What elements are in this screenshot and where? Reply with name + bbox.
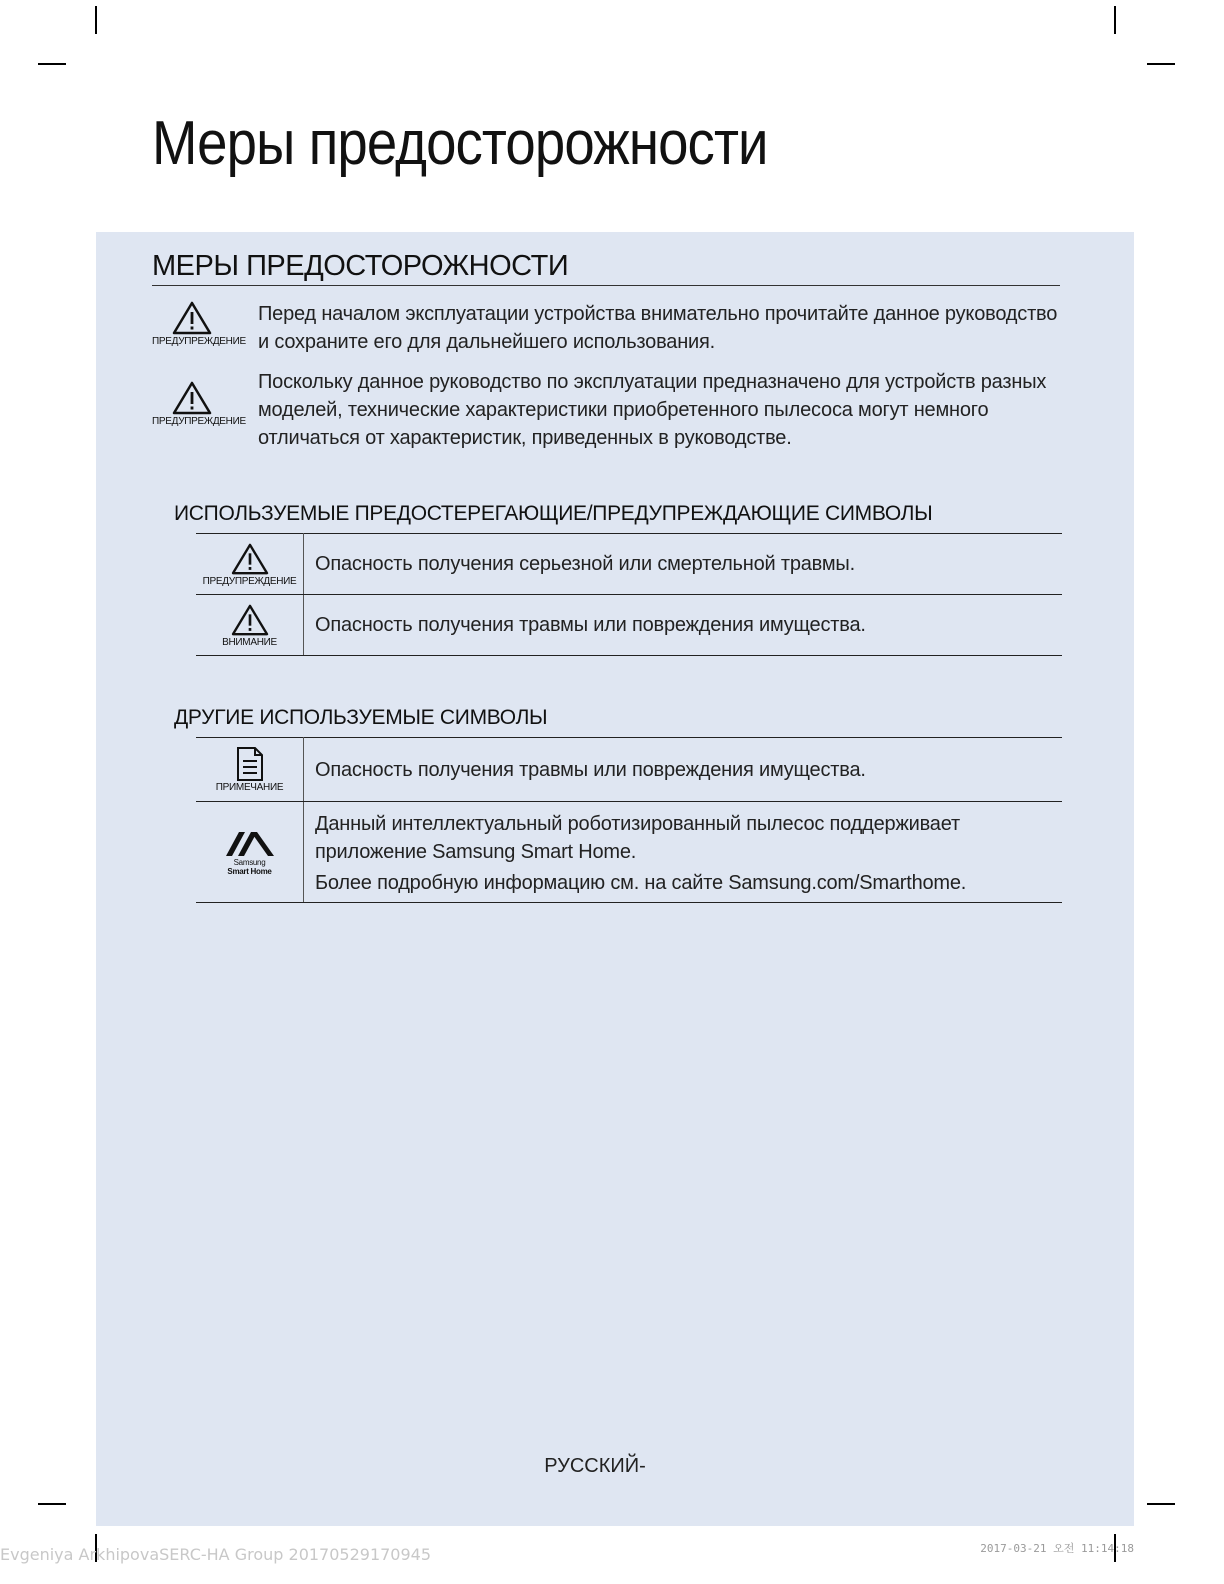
icon-cell	[196, 534, 304, 595]
section-heading: МЕРЫ ПРЕДОСТОРОЖНОСТИ	[152, 250, 1060, 286]
warning-triangle-icon	[152, 300, 246, 347]
warning-symbols-table	[196, 533, 1062, 656]
symbol-description-line: Более подробную информацию см. на сайте Samsung.com/Smarthome.	[315, 871, 967, 894]
crop-mark	[38, 63, 66, 65]
symbol-description: Опасность получения серьезной или смертельной травмы.	[304, 534, 1063, 595]
symbol-description: Опасность получения травмы или повреждения имущества.	[304, 595, 1063, 656]
samsung-smart-home-icon	[224, 828, 276, 858]
table-row	[196, 534, 1062, 595]
crop-mark	[38, 1503, 66, 1505]
crop-mark	[1147, 63, 1175, 65]
footer-language: РУССКИЙ-	[544, 1455, 646, 1477]
icon-cell	[196, 595, 304, 656]
table-row	[196, 802, 1062, 903]
icon-cell	[196, 738, 304, 802]
icon-caption: Smart Home	[227, 867, 272, 876]
table-row	[196, 595, 1062, 656]
icon-cell	[196, 802, 304, 903]
icon-caption: Samsung	[233, 858, 266, 867]
icon-caption: ВНИМАНИЕ	[222, 636, 277, 648]
icon-caption: ПРЕДУПРЕЖДЕНИЕ	[152, 336, 246, 347]
page-title: Меры предосторожности	[152, 109, 768, 178]
crop-mark	[95, 6, 97, 34]
other-symbols-heading: ДРУГИЕ ИСПОЛЬЗУЕМЫЕ СИМВОЛЫ	[174, 706, 548, 729]
icon-caption: ПРИМЕЧАНИЕ	[215, 782, 284, 793]
table-row	[196, 738, 1062, 802]
warning-triangle-icon	[152, 380, 246, 427]
symbol-description	[304, 802, 1063, 903]
other-symbols-table	[196, 737, 1062, 903]
warning-triangle-icon	[230, 542, 270, 576]
symbol-description-line: Данный интеллектуальный роботизированный пылесос поддерживает приложение Samsung Smart Home.	[315, 812, 960, 863]
caution-triangle-icon	[230, 603, 270, 637]
icon-caption: ПРЕДУПРЕЖДЕНИЕ	[202, 575, 297, 587]
crop-mark	[1147, 1503, 1175, 1505]
crop-mark	[1114, 6, 1116, 34]
symbol-description: Опасность получения травмы или повреждения имущества.	[304, 738, 1063, 802]
safety-text: Перед началом эксплуатации устройства внимательно прочитайте данное руководство и сохраните его для дальнейшего использования.	[258, 303, 1058, 353]
safety-text: Поскольку данное руководство по эксплуатации предназначено для устройств разных моделей, технические характеристики приобретенного пылесоса могут немного отличаться от характеристик, приведенных в руководстве.	[258, 371, 1047, 449]
warning-symbols-heading: ИСПОЛЬЗУЕМЫЕ ПРЕДОСТЕРЕГАЮЩИЕ/ПРЕДУПРЕЖДАЮЩИЕ СИМВОЛЫ	[174, 502, 933, 525]
note-document-icon	[234, 746, 266, 782]
print-info-left: Evgeniya ArkhipovaSERC-HA Group 20170529170945	[0, 1545, 432, 1564]
print-info-right: 2017-03-21 오전 11:14:18	[980, 1542, 1134, 1555]
icon-caption: ПРЕДУПРЕЖДЕНИЕ	[152, 416, 246, 427]
